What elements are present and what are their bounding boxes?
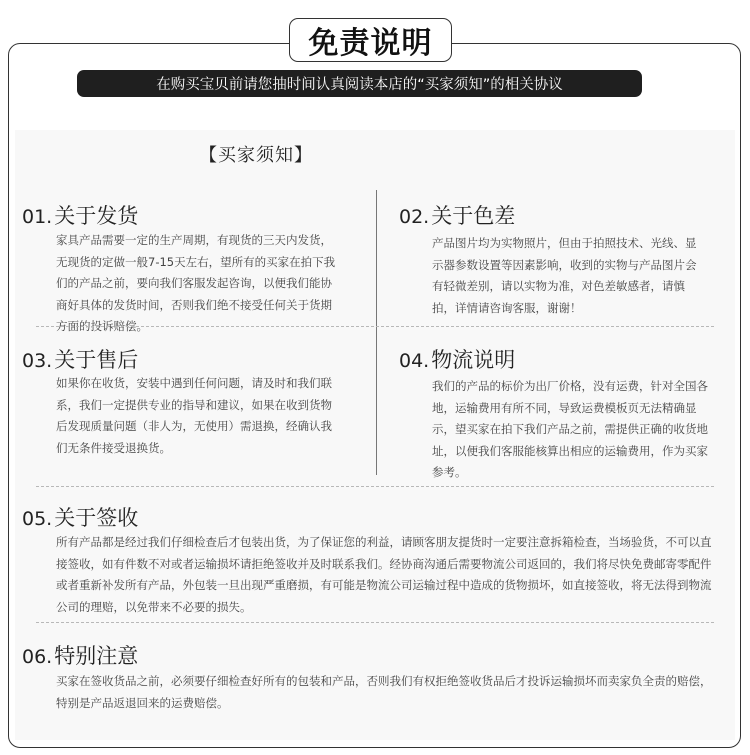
section-number: 02. [399, 206, 430, 228]
section-number: 04. [399, 350, 430, 372]
section-number: 03. [22, 350, 53, 372]
section-heading [22, 502, 138, 532]
section-body: 我们的产品的标价为出厂价格，没有运费，针对全国各地，运输费用有所不同，导致运费模板页无法精确显示，望买家在拍下我们产品之前，需提供正确的收货地址，以便我们客服能核算出相应的运输费用，作为买家参考。 [432, 379, 708, 479]
section-title: 物流说明 [431, 348, 516, 372]
section-body: 买家在签收货品之前，必须要仔细检查好所有的包装和产品，否则我们有权拒绝签收货品后才投诉运输损坏而卖家负全责的赔偿，特别是产品返退回来的运费赔偿。 [56, 674, 712, 710]
section-title: 关于售后 [54, 348, 139, 372]
section-title: 关于发货 [54, 204, 139, 228]
section-heading [399, 344, 515, 374]
section-number: 06. [22, 646, 53, 668]
section-number: 01. [22, 206, 53, 228]
section-heading [22, 344, 138, 374]
section-body: 所有产品都是经过我们仔细检查后才包装出货，为了保证您的利益，请顾客朋友提货时一定要注意拆箱检查，当场验货，不可以直接签收，如有件数不对或者运输损坏请拒绝签收并及时联系我们。经协商沟通后需要物流公司返回的，我们将尽快免费邮寄零配件或者重新补发所有产品，外包装一旦出现严重磨损，有可能是物流公司运输过程中造成的货物损坏，如直接签收，将无法得到物流公司的理赔，以免带来不必要的损失。 [56, 535, 712, 614]
section-heading [399, 200, 515, 230]
page-title: 免责说明 [289, 18, 452, 62]
section-body: 如果你在收货，安装中遇到任何问题，请及时和我们联系，我们一定提供专业的指导和建议，如果在收到货物后发现质量问题（非人为，无使用）需退换，经确认我们无条件接受退换货。 [56, 376, 332, 455]
section-number: 05. [22, 508, 53, 530]
column-divider [376, 190, 377, 475]
section-body: 产品图片均为实物照片，但由于拍照技术、光线、显示器参数设置等因素影响，收到的实物与产品图片会有轻微差别，请以实物为准，对色差敏感者，请慎拍，详情请咨询客服，谢谢！ [432, 236, 697, 315]
section-title: 特别注意 [54, 644, 139, 668]
section-title: 关于色差 [431, 204, 516, 228]
section-body: 家具产品需要一定的生产周期，有现货的三天内发货，无现货的定做一般7-15天左右，望所有的买家在拍下我们的产品之前，要向我们客服发起咨询，以便我们能协商好具体的发货时间，否则我们绝不接受任何关于货期方面的投诉赔偿。 [56, 233, 336, 333]
section-divider [36, 622, 714, 623]
notice-title: 【买家须知】 [199, 145, 313, 166]
section-heading [22, 640, 138, 670]
notice-banner: 在购买宝贝前请您抽时间认真阅读本店的“买家须知”的相关协议 [77, 70, 642, 97]
section-divider [36, 486, 714, 487]
section-divider [36, 326, 714, 327]
section-title: 关于签收 [54, 506, 139, 530]
section-heading [22, 200, 138, 230]
